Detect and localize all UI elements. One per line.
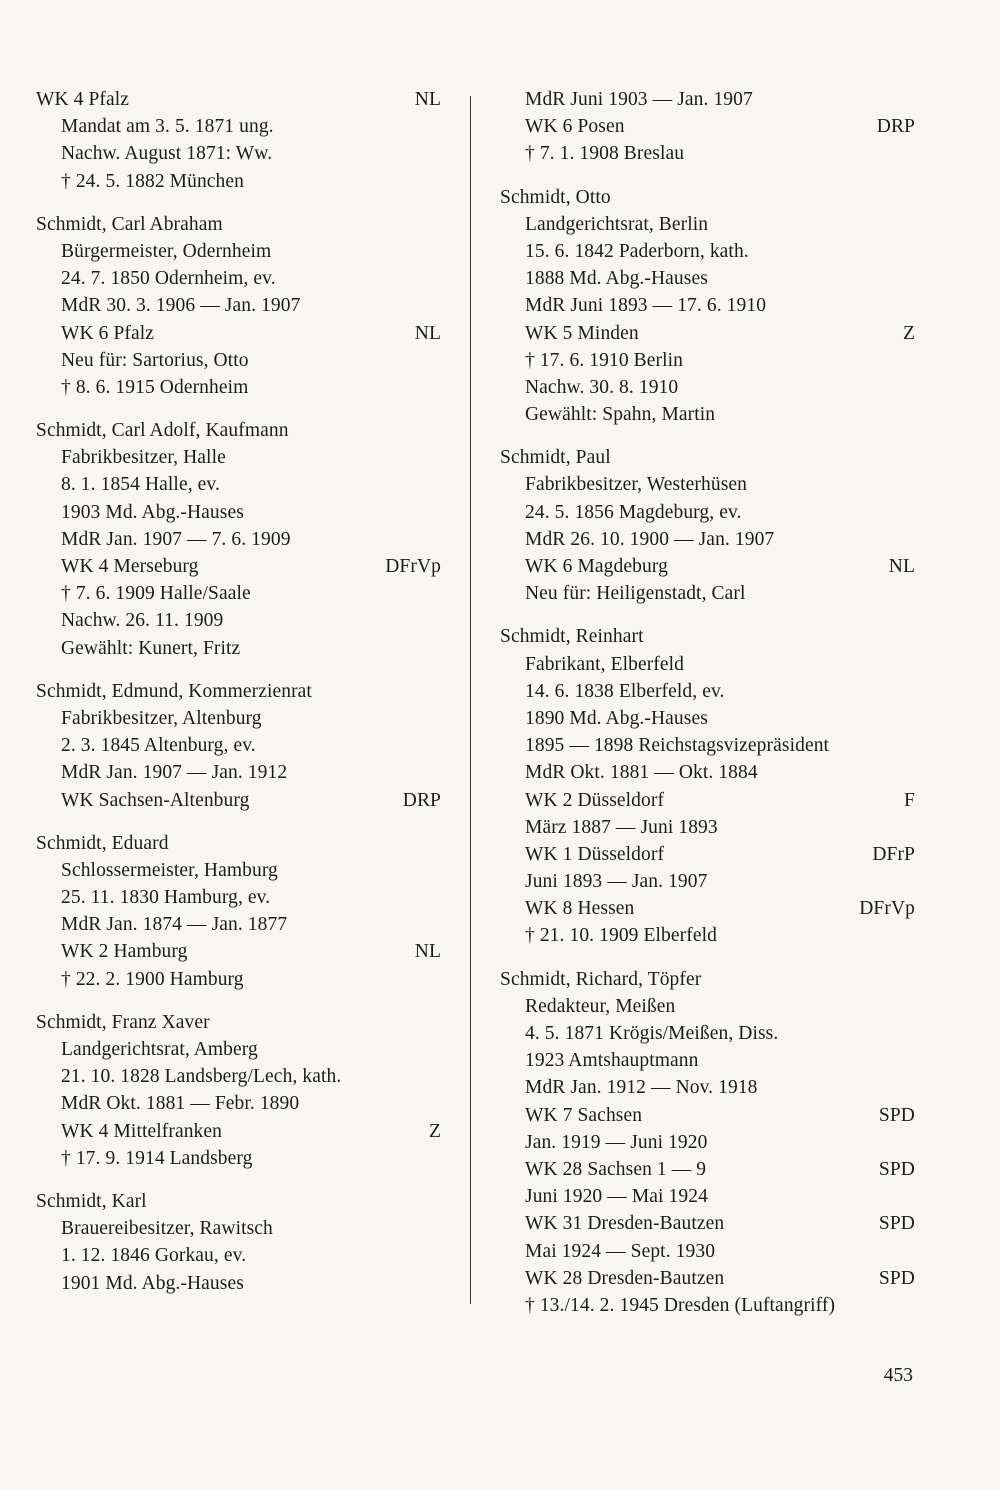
entry-line [36, 580, 441, 607]
entry-line [36, 113, 441, 140]
line-text: WK 5 Minden [525, 322, 639, 344]
entry-line [500, 868, 915, 895]
entry-line [36, 787, 441, 814]
line-text: Mai 1924 — Sept. 1930 [525, 1240, 716, 1262]
entry-line [500, 993, 915, 1020]
entry-line [36, 1090, 441, 1117]
line-text: 1903 Md. Abg.-Hauses [61, 501, 244, 523]
line-text: Fabrikant, Elberfeld [525, 653, 685, 675]
line-text: MdR 30. 3. 1906 — Jan. 1907 [61, 295, 301, 317]
entry-line [500, 499, 915, 526]
line-text: 1890 Md. Abg.-Hauses [525, 707, 708, 729]
entry-name-line [36, 830, 441, 857]
entry-line [500, 320, 915, 347]
entry-line [36, 471, 441, 498]
line-text: 1901 Md. Abg.-Hauses [61, 1272, 244, 1294]
line-text: † 7. 6. 1909 Halle/Saale [61, 583, 251, 605]
entry-spacer [500, 168, 915, 184]
biography-entry [500, 184, 915, 429]
entry-line [500, 787, 915, 814]
entry-line [500, 1183, 915, 1210]
line-text: WK 8 Hessen [525, 898, 635, 920]
entry-line [500, 1074, 915, 1101]
entry-line [36, 705, 441, 732]
line-text: WK 4 Pfalz [36, 89, 130, 110]
entry-line [500, 814, 915, 841]
line-text: Gewählt: Kunert, Fritz [61, 637, 241, 659]
party-tag: DFrVp [385, 556, 441, 577]
line-text: 4. 5. 1871 Krögis/Meißen, Diss. [525, 1023, 779, 1044]
line-text: Juni 1920 — Mai 1924 [525, 1186, 708, 1208]
entry-line [500, 678, 915, 705]
line-text: 2. 3. 1845 Altenburg, ev. [61, 735, 256, 757]
line-text: WK 6 Magdeburg [525, 556, 668, 577]
entry-name-line [36, 417, 441, 444]
line-text: † 24. 5. 1882 München [61, 170, 244, 192]
party-tag: DFrP [872, 843, 915, 865]
party-tag: NL [414, 322, 441, 344]
line-text: MdR Jan. 1874 — Jan. 1877 [61, 914, 288, 936]
party-tag: Z [428, 1120, 441, 1142]
entry-spacer [500, 950, 915, 966]
entry-line [500, 1047, 915, 1074]
entry-line [500, 1129, 915, 1156]
line-text: Schlossermeister, Hamburg [61, 859, 278, 881]
line-text: Landgerichtsrat, Berlin [525, 213, 709, 235]
entry-name-line [500, 184, 915, 211]
entry-line [500, 238, 915, 265]
biography-entry [500, 444, 915, 607]
entry-line [500, 265, 915, 292]
entry-spacer [36, 662, 441, 678]
party-tag: NL [414, 941, 441, 963]
line-text: † 17. 6. 1910 Berlin [525, 349, 683, 371]
line-text: † 13./14. 2. 1945 Dresden (Luftangriff) [525, 1294, 836, 1316]
entry-line [36, 1036, 441, 1063]
entry-line [36, 374, 441, 401]
entry-line [500, 841, 915, 868]
line-text: Gewählt: Spahn, Martin [525, 404, 716, 426]
line-text: WK 4 Mittelfranken [61, 1120, 222, 1142]
entry-line [500, 211, 915, 238]
line-text: 24. 7. 1850 Odernheim, ev. [61, 268, 276, 290]
entry-line [36, 732, 441, 759]
party-tag: SPD [878, 1104, 915, 1126]
line-text: WK 2 Düsseldorf [525, 789, 665, 811]
entry-spacer [36, 401, 441, 417]
entry-name-line [36, 86, 441, 113]
entry-line [500, 553, 915, 580]
line-text: † 8. 6. 1915 Odernheim [61, 376, 249, 398]
entry-line [36, 320, 441, 347]
line-text: Nachw. 30. 8. 1910 [525, 376, 679, 398]
entry-name-line [36, 211, 441, 238]
line-text: 1888 Md. Abg.-Hauses [525, 268, 708, 290]
line-text: WK 1 Düsseldorf [525, 843, 665, 865]
entry-line [36, 444, 441, 471]
entry-line [36, 1118, 441, 1145]
line-text: Jan. 1919 — Juni 1920 [525, 1131, 708, 1153]
entry-name-line [36, 678, 441, 705]
line-text: Neu für: Heiligenstadt, Carl [525, 583, 746, 605]
party-tag: NL [888, 556, 915, 577]
entry-line [500, 759, 915, 786]
line-text: 25. 11. 1830 Hamburg, ev. [61, 887, 271, 909]
party-tag: SPD [878, 1158, 915, 1180]
entry-line [500, 1238, 915, 1265]
line-text: Redakteur, Meißen [525, 995, 676, 1017]
line-text: Brauereibesitzer, Rawitsch [61, 1218, 273, 1240]
entry-name-line [500, 444, 915, 471]
line-text: WK 7 Sachsen [525, 1104, 643, 1126]
line-text: 1923 Amtshauptmann [525, 1050, 699, 1072]
line-text: WK 6 Pfalz [61, 322, 155, 344]
entry-line [500, 113, 915, 140]
line-text: Mandat am 3. 5. 1871 ung. [61, 116, 274, 138]
entry-line [36, 347, 441, 374]
line-text: Juni 1893 — Jan. 1907 [525, 871, 708, 893]
left-column [36, 86, 441, 1297]
line-text: Schmidt, Franz Xaver [36, 1011, 210, 1033]
entry-line [500, 140, 915, 167]
line-text: 15. 6. 1842 Paderborn, kath. [525, 240, 749, 262]
entry-line [500, 922, 915, 949]
party-tag: Z [902, 322, 915, 344]
entry-line [36, 1270, 441, 1297]
column-divider [470, 96, 471, 1304]
line-text: Schmidt, Reinhart [500, 626, 644, 648]
line-text: Fabrikbesitzer, Altenburg [61, 707, 262, 729]
entry-line [36, 607, 441, 634]
entry-line [500, 86, 915, 113]
entry-line [500, 1292, 915, 1319]
biography-entry [36, 830, 441, 993]
line-text: Schmidt, Carl Adolf, Kaufmann [36, 420, 289, 442]
entry-line [36, 499, 441, 526]
entry-line [36, 911, 441, 938]
entry-line [500, 651, 915, 678]
line-text: 24. 5. 1856 Magdeburg, ev. [525, 501, 742, 523]
line-text: Bürgermeister, Odernheim [61, 240, 272, 262]
party-tag: DRP [876, 116, 915, 138]
entry-line [36, 168, 441, 195]
entry-line [36, 938, 441, 965]
entry-spacer [36, 195, 441, 211]
line-text: † 7. 1. 1908 Breslau [525, 143, 685, 165]
party-tag: F [904, 789, 915, 811]
line-text: Neu für: Sartorius, Otto [61, 349, 249, 371]
entry-line [36, 635, 441, 662]
entry-line [500, 895, 915, 922]
biography-entry [36, 678, 441, 814]
line-text: MdR Jan. 1907 — 7. 6. 1909 [61, 528, 291, 550]
entry-spacer [500, 428, 915, 444]
entry-line [36, 292, 441, 319]
entry-line [36, 966, 441, 993]
line-text: Schmidt, Edmund, Kommerzienrat [36, 680, 312, 702]
line-text: MdR Juni 1903 — Jan. 1907 [525, 89, 753, 110]
entry-line [500, 347, 915, 374]
line-text: † 17. 9. 1914 Landsberg [61, 1147, 253, 1169]
line-text: Landgerichtsrat, Amberg [61, 1039, 258, 1060]
line-text: MdR Okt. 1881 — Okt. 1884 [525, 762, 758, 784]
biography-entry [36, 211, 441, 401]
entry-name-line [500, 623, 915, 650]
entry-line [36, 553, 441, 580]
biography-entry [500, 966, 915, 1319]
entry-line [500, 401, 915, 428]
line-text: Nachw. 26. 11. 1909 [61, 610, 224, 632]
line-text: WK 28 Sachsen 1 — 9 [525, 1158, 707, 1180]
line-text: † 21. 10. 1909 Elberfeld [525, 925, 717, 947]
entry-line [500, 580, 915, 607]
line-text: Nachw. August 1871: Ww. [61, 143, 273, 165]
entry-line [36, 884, 441, 911]
entry-line [500, 1102, 915, 1129]
entry-line [500, 1265, 915, 1292]
entry-line [500, 526, 915, 553]
entry-line [36, 140, 441, 167]
line-text: WK Sachsen-Altenburg [61, 789, 250, 811]
party-tag: DRP [402, 789, 441, 811]
line-text: MdR Jan. 1912 — Nov. 1918 [525, 1077, 758, 1099]
party-tag: DFrVp [859, 898, 915, 920]
page-number: 453 [883, 1365, 913, 1386]
line-text: 21. 10. 1828 Landsberg/Lech, kath. [61, 1066, 342, 1088]
biography-entry [36, 417, 441, 662]
right-column [500, 86, 915, 1319]
line-text: Schmidt, Otto [500, 186, 611, 208]
entry-spacer [500, 607, 915, 623]
line-text: WK 6 Posen [525, 116, 625, 138]
line-text: WK 31 Dresden-Bautzen [525, 1213, 725, 1235]
line-text: 1. 12. 1846 Gorkau, ev. [61, 1245, 247, 1267]
entry-line [36, 1063, 441, 1090]
entry-line [500, 374, 915, 401]
biography-entry [36, 86, 441, 195]
entry-line [36, 759, 441, 786]
entry-line [36, 857, 441, 884]
entry-line [500, 1156, 915, 1183]
entry-line [500, 1210, 915, 1237]
entry-spacer [36, 1172, 441, 1188]
line-text: März 1887 — Juni 1893 [525, 816, 718, 838]
line-text: Schmidt, Carl Abraham [36, 213, 223, 235]
line-text: Schmidt, Karl [36, 1190, 147, 1212]
line-text: Schmidt, Eduard [36, 832, 169, 854]
entry-line [500, 471, 915, 498]
entry-name-line [36, 1009, 441, 1036]
line-text: 8. 1. 1854 Halle, ev. [61, 474, 220, 496]
line-text: WK 2 Hamburg [61, 941, 188, 963]
line-text: Schmidt, Richard, Töpfer [500, 968, 702, 990]
entry-spacer [36, 814, 441, 830]
party-tag: SPD [878, 1267, 915, 1289]
line-text: MdR Jan. 1907 — Jan. 1912 [61, 762, 288, 784]
entry-name-line [36, 1188, 441, 1215]
party-tag: SPD [878, 1213, 915, 1235]
entry-line [500, 292, 915, 319]
biography-entry [500, 86, 915, 168]
line-text: MdR 26. 10. 1900 — Jan. 1907 [525, 528, 775, 550]
entry-line [500, 705, 915, 732]
line-text: WK 4 Merseburg [61, 556, 199, 577]
line-text: Schmidt, Paul [500, 447, 611, 469]
line-text: WK 28 Dresden-Bautzen [525, 1267, 725, 1289]
entry-line [36, 1215, 441, 1242]
line-text: MdR Juni 1893 — 17. 6. 1910 [525, 295, 767, 317]
entry-line [36, 1242, 441, 1269]
biography-entry [36, 1009, 441, 1172]
line-text: 1895 — 1898 Reichstagsvizepräsident [525, 735, 830, 757]
line-text: MdR Okt. 1881 — Febr. 1890 [61, 1093, 300, 1115]
entry-line [36, 526, 441, 553]
entry-name-line [500, 966, 915, 993]
party-tag: NL [414, 89, 441, 110]
entry-spacer [36, 993, 441, 1009]
entry-line [500, 732, 915, 759]
line-text: Fabrikbesitzer, Westerhüsen [525, 474, 748, 496]
entry-line [36, 1145, 441, 1172]
biography-entry [36, 1188, 441, 1297]
entry-line [36, 238, 441, 265]
entry-line [36, 265, 441, 292]
line-text: † 22. 2. 1900 Hamburg [61, 968, 244, 990]
biography-entry [500, 623, 915, 949]
entry-line [500, 1020, 915, 1047]
line-text: 14. 6. 1838 Elberfeld, ev. [525, 680, 725, 702]
line-text: Fabrikbesitzer, Halle [61, 447, 226, 469]
